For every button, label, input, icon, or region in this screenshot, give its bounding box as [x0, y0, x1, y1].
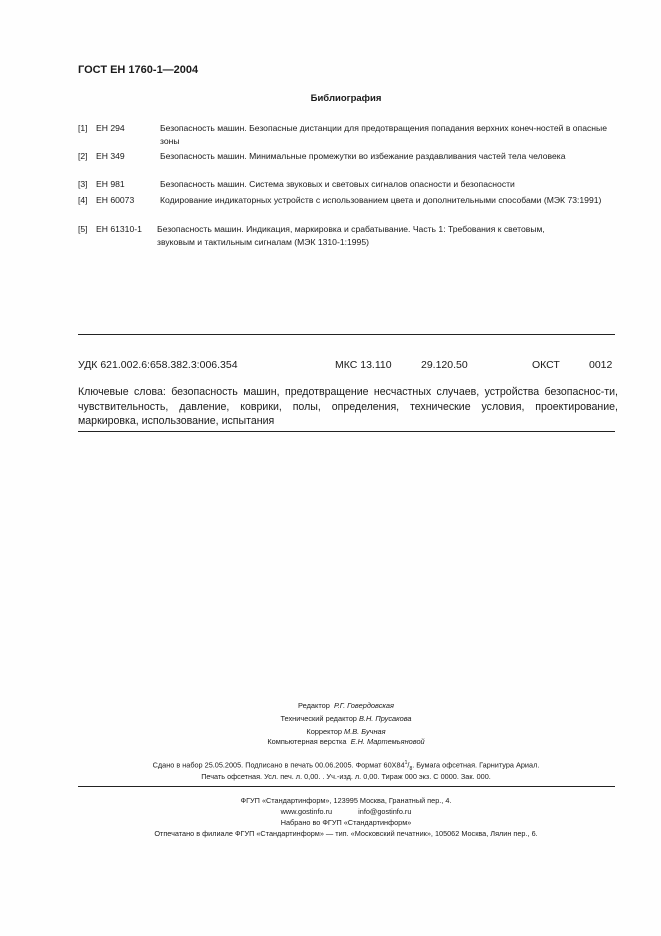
ref-number: [1] [78, 123, 88, 133]
divider-keywords [78, 431, 615, 432]
publisher-address: ФГУП «Стандартинформ», 123995 Москва, Гранатный пер., 4. [240, 796, 452, 805]
credit-editor [0, 701, 661, 710]
mks-code-secondary: 29.120.50 [421, 359, 468, 371]
ref-text: Безопасность машин. Индикация, маркировка и срабатывание. Часть 1: Требования к световым, [157, 224, 545, 234]
ref-text: Безопасность машин. Система звуковых и световых сигналов опасности и безопасности [160, 179, 515, 189]
credit-label: Технический редактор [280, 714, 357, 723]
imprint-text: Сдано в набор 25.05.2005. Подписано в печать 00.06.2005. Формат 60Х84 [152, 760, 405, 770]
ref-standard: ЕН 294 [96, 123, 125, 133]
credit-name: Р.Г. Говердовская [333, 701, 394, 710]
publisher-typeset: Набрано во ФГУП «Стандартинформ» [280, 818, 412, 827]
credit-name: Е.Н. Мартемьяновой [350, 737, 425, 746]
imprint-text-end: . Бумага офсетная. Гарнитура Ариал. [412, 760, 540, 770]
publisher-email[interactable]: info@gostinfo.ru [358, 807, 412, 816]
ref-number: [5] [78, 224, 88, 234]
mks-code: МКС 13.110 [335, 359, 392, 371]
page-header-standard: ГОСТ ЕН 1760-1—2004 [78, 64, 199, 76]
bibliography-title: Библиография [310, 93, 382, 104]
imprint-line-2: Печать офсетная. Усл. печ. л. 0,00. . Уч.-изд. л. 0,00. Тираж 000 экз. С 0000. Зак. 000. [201, 772, 491, 781]
udk-code: УДК 621.002.6:658.382.3:006.354 [78, 359, 238, 371]
okst-code: 0012 [589, 359, 613, 371]
credit-corrector [0, 727, 661, 736]
ref-standard: ЕН 349 [96, 151, 125, 161]
publisher-printed: Отпечатано в филиале ФГУП «Стандартинформ» — тип. «Московский печатник», 105062 Москва, Лялин пер., 6. [154, 829, 538, 838]
publisher-website[interactable]: www.gostinfo.ru [280, 807, 333, 816]
ref-text: Безопасность машин. Безопасные дистанции для предотвращения попадания верхних конеч-ностей в опасные зоны [160, 123, 607, 146]
divider-imprint [78, 786, 615, 787]
ref-standard: ЕН 61310-1 [96, 224, 142, 234]
credit-tech-editor [0, 714, 661, 723]
keywords: Ключевые слова: безопасность машин, предотвращение несчастных случаев, устройства безопаснос-ти, чувствительность, давление, коврики, полы, определения, технические условия, проектирование, маркировка, использование, испытания [78, 386, 618, 427]
divider-top [78, 334, 615, 335]
ref-standard: ЕН 981 [96, 179, 125, 189]
credit-label: Компьютерная верстка [267, 737, 347, 746]
ref-text-continued: звуковым и тактильным сигналам (МЭК 1310-1:1995) [157, 237, 369, 247]
fraction-numerator: 1 [404, 760, 408, 766]
publisher-contacts [0, 807, 661, 816]
ref-number: [2] [78, 151, 88, 161]
ref-text: Кодирование индикаторных устройств с использованием цвета и дополнительными способами (МЭК 73:1991) [160, 195, 602, 205]
fraction-denominator: 8 [409, 765, 413, 772]
okst-label: ОКСТ [532, 359, 560, 371]
credit-name: В.Н. Прусакова [358, 714, 412, 723]
ref-text: Безопасность машин. Минимальные промежутки во избежание раздавливания частей тела человека [160, 151, 566, 161]
credit-layout [0, 737, 661, 746]
credit-label: Корректор [306, 727, 342, 736]
credit-label: Редактор [298, 701, 330, 710]
credit-name: М.В. Бучная [344, 727, 386, 736]
ref-standard: ЕН 60073 [96, 195, 135, 205]
ref-number: [3] [78, 179, 88, 189]
imprint-line-1: Сдано в набор 25.05.2005. Подписано в печать 00.06.2005. Формат $60Х84^1/_8$. Бумага офсетная. Гарнитура Ариал. [152, 760, 540, 772]
ref-number: [4] [78, 195, 88, 205]
